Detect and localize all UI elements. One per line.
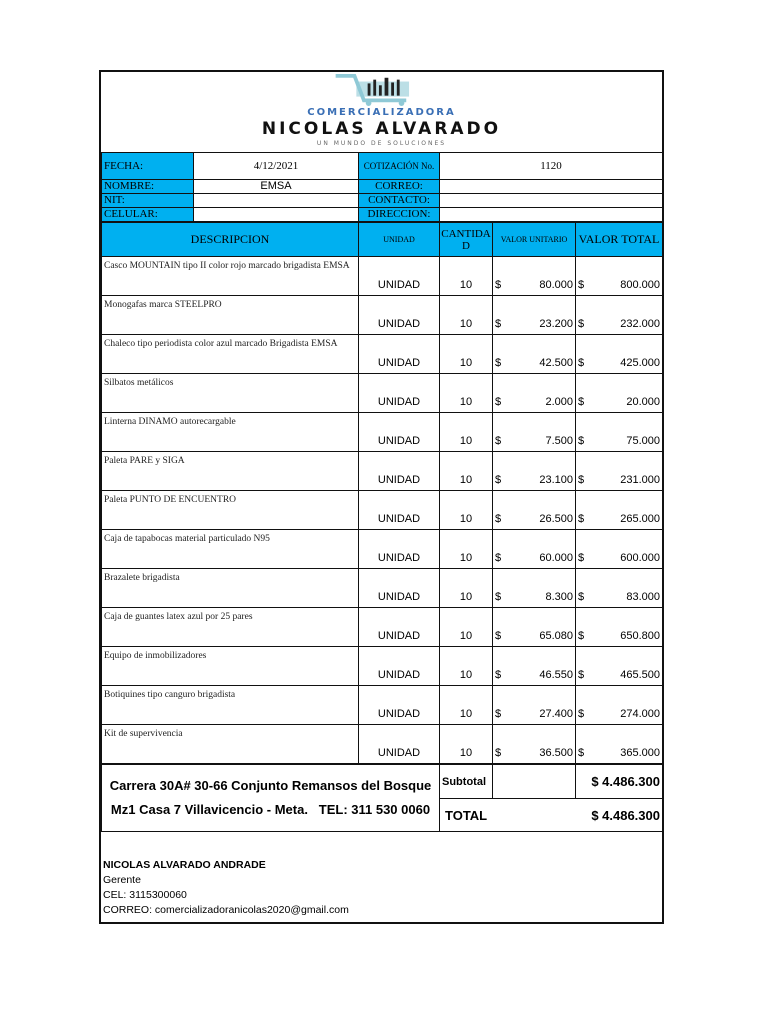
signer-name: NICOLAS ALVARADO ANDRADE (103, 859, 266, 871)
table-row (102, 296, 663, 335)
item-unit-price (493, 452, 576, 491)
unit-price-value: 2.000 (545, 396, 573, 408)
nombre-value[interactable]: EMSA (194, 180, 359, 194)
item-unit: UNIDAD (359, 530, 440, 569)
header-valor-unitario: VALOR UNITARIO (493, 223, 576, 257)
unit-price-value: 42.500 (539, 357, 573, 369)
item-total (576, 530, 663, 569)
item-total (576, 335, 663, 374)
shopping-cart-icon (333, 74, 423, 106)
table-row (102, 530, 663, 569)
item-unit-price (493, 725, 576, 764)
table-row (102, 725, 663, 764)
item-unit: UNIDAD (359, 725, 440, 764)
table-row (102, 569, 663, 608)
item-unit-price (493, 257, 576, 296)
unit-price-value: 60.000 (539, 552, 573, 564)
total-value: 20.000 (626, 396, 660, 408)
correo-value[interactable] (440, 180, 663, 194)
currency-symbol: $ (495, 279, 502, 291)
subtotal-spacer (493, 765, 576, 799)
item-description: Botiquines tipo canguro brigadista (102, 686, 359, 725)
currency-symbol: $ (578, 435, 585, 447)
currency-symbol: $ (495, 357, 502, 369)
table-row (102, 647, 663, 686)
company-address (102, 765, 440, 832)
signature-block (101, 832, 662, 922)
contacto-value[interactable] (440, 194, 663, 208)
quotation-sheet (99, 70, 664, 924)
unit-price-value: 27.400 (539, 708, 573, 720)
item-unit-price (493, 491, 576, 530)
currency-symbol: $ (578, 630, 585, 642)
correo-label: CORREO: (359, 180, 440, 194)
item-unit-price (493, 413, 576, 452)
total-value: 365.000 (620, 747, 660, 759)
total-value: 650.800 (620, 630, 660, 642)
subtotal-label: Subtotal (440, 765, 493, 799)
item-quantity: 10 (440, 374, 493, 413)
total-value: 75.000 (626, 435, 660, 447)
item-unit: UNIDAD (359, 647, 440, 686)
header-cantidad: CANTIDAD (440, 223, 493, 257)
nit-label: NIT: (102, 194, 194, 208)
table-row (102, 335, 663, 374)
item-unit: UNIDAD (359, 686, 440, 725)
item-unit-price (493, 335, 576, 374)
item-unit: UNIDAD (359, 413, 440, 452)
item-total (576, 686, 663, 725)
currency-symbol: $ (578, 474, 585, 486)
nombre-label: NOMBRE: (102, 180, 194, 194)
item-quantity: 10 (440, 725, 493, 764)
item-description: Brazalete brigadista (102, 569, 359, 608)
cotizacion-value[interactable]: 1120 (440, 153, 663, 180)
currency-symbol: $ (495, 669, 502, 681)
currency-symbol: $ (578, 318, 585, 330)
item-unit: UNIDAD (359, 335, 440, 374)
item-total (576, 491, 663, 530)
item-description: Monogafas marca STEELPRO (102, 296, 359, 335)
celular-label: CELULAR: (102, 208, 194, 222)
currency-symbol: $ (578, 747, 585, 759)
table-row (102, 686, 663, 725)
item-quantity: 10 (440, 413, 493, 452)
item-unit: UNIDAD (359, 374, 440, 413)
signer-cel: CEL: 3115300060 (103, 889, 187, 901)
header-valor-total: VALOR TOTAL (576, 223, 663, 257)
item-quantity: 10 (440, 296, 493, 335)
cotizacion-label: COTIZACIÓN No. (359, 153, 440, 180)
fecha-label: FECHA: (102, 153, 194, 180)
item-unit-price (493, 374, 576, 413)
total-value: 425.000 (620, 357, 660, 369)
total-value: 83.000 (626, 591, 660, 603)
item-unit-price (493, 608, 576, 647)
item-description: Equipo de inmobilizadores (102, 647, 359, 686)
currency-symbol: $ (495, 747, 502, 759)
currency-symbol: $ (495, 396, 502, 408)
currency-symbol: $ (495, 708, 502, 720)
unit-price-value: 46.550 (539, 669, 573, 681)
logo-main-text: NICOLAS ALVARADO (261, 119, 502, 139)
total-value: 265.000 (620, 513, 660, 525)
item-quantity: 10 (440, 569, 493, 608)
direccion-label: DIRECCION: (359, 208, 440, 222)
item-quantity: 10 (440, 647, 493, 686)
total-value: $ 4.486.300 (576, 799, 663, 832)
total-value: 232.000 (620, 318, 660, 330)
item-total (576, 413, 663, 452)
item-description: Kit de supervivencia (102, 725, 359, 764)
table-row (102, 374, 663, 413)
item-unit: UNIDAD (359, 569, 440, 608)
item-unit: UNIDAD (359, 452, 440, 491)
item-unit-price (493, 530, 576, 569)
item-unit: UNIDAD (359, 296, 440, 335)
total-value: 800.000 (620, 279, 660, 291)
total-value: 231.000 (620, 474, 660, 486)
header-unidad: UNIDAD (359, 223, 440, 257)
items-table (101, 222, 663, 764)
item-total (576, 725, 663, 764)
currency-symbol: $ (495, 591, 502, 603)
item-description: Linterna DINAMO autorecargable (102, 413, 359, 452)
item-quantity: 10 (440, 686, 493, 725)
signer-email: CORREO: comercializadoranicolas2020@gmail.com (103, 904, 349, 916)
item-quantity: 10 (440, 530, 493, 569)
item-quantity: 10 (440, 491, 493, 530)
logo-top-text: COMERCIALIZADORA (307, 107, 456, 118)
item-unit-price (493, 569, 576, 608)
table-row (102, 257, 663, 296)
unit-price-value: 65.080 (539, 630, 573, 642)
item-quantity: 10 (440, 452, 493, 491)
unit-price-value: 80.000 (539, 279, 573, 291)
unit-price-value: 26.500 (539, 513, 573, 525)
contacto-label: CONTACTO: (359, 194, 440, 208)
item-unit: UNIDAD (359, 491, 440, 530)
logo-slogan: UN MUNDO DE SOLUCIONES (316, 140, 447, 147)
currency-symbol: $ (495, 513, 502, 525)
currency-symbol: $ (578, 552, 585, 564)
item-total (576, 374, 663, 413)
item-quantity: 10 (440, 257, 493, 296)
table-row (102, 413, 663, 452)
total-value: 274.000 (620, 708, 660, 720)
item-total (576, 608, 663, 647)
nit-value[interactable] (194, 194, 359, 208)
currency-symbol: $ (495, 318, 502, 330)
total-value: 465.500 (620, 669, 660, 681)
client-info-table (101, 152, 663, 222)
item-description: Paleta PARE y SIGA (102, 452, 359, 491)
table-row (102, 608, 663, 647)
currency-symbol: $ (578, 357, 585, 369)
item-description: Casco MOUNTAIN tipo II color rojo marcado brigadista EMSA (102, 257, 359, 296)
item-description: Chaleco tipo periodista color azul marcado Brigadista EMSA (102, 335, 359, 374)
unit-price-value: 23.200 (539, 318, 573, 330)
total-value: 600.000 (620, 552, 660, 564)
item-description: Silbatos metálicos (102, 374, 359, 413)
unit-price-value: 23.100 (539, 474, 573, 486)
item-total (576, 647, 663, 686)
item-total (576, 257, 663, 296)
direccion-value[interactable] (440, 208, 663, 222)
total-label: TOTAL (440, 799, 576, 832)
currency-symbol: $ (495, 552, 502, 564)
currency-symbol: $ (578, 669, 585, 681)
item-total (576, 296, 663, 335)
currency-symbol: $ (495, 474, 502, 486)
signer-role: Gerente (103, 874, 141, 886)
table-row (102, 452, 663, 491)
item-unit-price (493, 686, 576, 725)
currency-symbol: $ (578, 279, 585, 291)
item-unit-price (493, 296, 576, 335)
unit-price-value: 36.500 (539, 747, 573, 759)
unit-price-value: 7.500 (545, 435, 573, 447)
unit-price-value: 8.300 (545, 591, 573, 603)
fecha-value[interactable]: 4/12/2021 (194, 153, 359, 180)
subtotal-value: $ 4.486.300 (576, 765, 663, 799)
item-quantity: 10 (440, 335, 493, 374)
item-unit-price (493, 647, 576, 686)
item-total (576, 452, 663, 491)
currency-symbol: $ (578, 513, 585, 525)
item-unit: UNIDAD (359, 608, 440, 647)
celular-value[interactable] (194, 208, 359, 222)
item-description: Caja de guantes latex azul por 25 pares (102, 608, 359, 647)
item-description: Paleta PUNTO DE ENCUENTRO (102, 491, 359, 530)
currency-symbol: $ (578, 708, 585, 720)
currency-symbol: $ (578, 396, 585, 408)
item-unit: UNIDAD (359, 257, 440, 296)
totals-table (101, 764, 663, 832)
address-line-1: Carrera 30A# 30-66 Conjunto Remansos del Bosque (109, 778, 432, 793)
company-logo (101, 72, 662, 152)
item-description: Caja de tapabocas material particulado N95 (102, 530, 359, 569)
currency-symbol: $ (495, 630, 502, 642)
currency-symbol: $ (578, 591, 585, 603)
address-line-2: Mz1 Casa 7 Villavicencio - Meta. TEL: 311 530 0060 (110, 802, 431, 817)
header-descripcion: DESCRIPCION (102, 223, 359, 257)
currency-symbol: $ (495, 435, 502, 447)
item-total (576, 569, 663, 608)
table-row (102, 491, 663, 530)
item-quantity: 10 (440, 608, 493, 647)
